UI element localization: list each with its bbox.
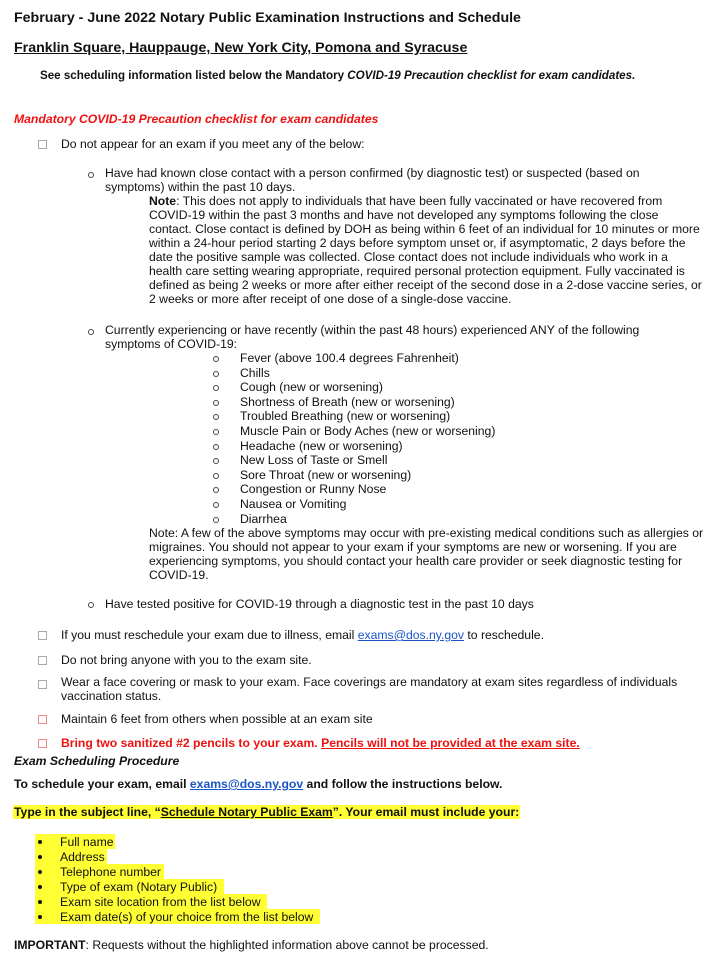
subject-prefix: Type in the subject line, “ (14, 805, 161, 819)
bullet-circle-icon (213, 458, 219, 464)
bullet-circle-icon (213, 371, 219, 377)
bullet-icon (38, 900, 42, 904)
subject-line-instructions (13, 805, 520, 819)
symptom-text: Congestion or Runny Nose (240, 482, 387, 497)
checklist-item-do-not-appear: Do not appear for an exam if you meet any of the below: (61, 137, 365, 151)
symptom-text: Nausea or Vomiting (240, 496, 347, 511)
bullet-icon (38, 870, 42, 874)
bullet-circle-icon (213, 356, 219, 362)
bullet-circle-icon (88, 329, 94, 335)
symptom-text: New Loss of Taste or Smell (240, 453, 388, 468)
bullet-circle-icon (213, 517, 219, 523)
bullet-icon (38, 885, 42, 889)
bullet-icon (38, 915, 42, 919)
important-note (14, 938, 489, 952)
symptom-text: Diarrhea (240, 511, 287, 526)
bullet-icon (38, 840, 42, 844)
note-text: : This does not apply to individuals that have been fully vaccinated or have recovered from COVID-19 within the past 3 months and have not developed any symptoms following the close contact. Close contact is defined by DOH as being within 6 feet of an individual for 10 minutes or more within a 24-hour period starting 2 days before symptom unset or, if asymptomatic, 2 days before the date the positive sample was collected. Close contact does not include individuals who work in a health care setting wearing appropriate, required personal protection equipment. Fully vaccinated is defined as being 2 weeks or more after either receipt of the second dose in a 2-dose vaccine series, or 2 weeks or more after receipt of one dose of a single-dose vaccine. (149, 194, 702, 306)
subject-value: Schedule Notary Public Exam (160, 805, 333, 819)
checkbox-icon (38, 715, 47, 724)
bullet-circle-icon (213, 444, 219, 450)
important-text: : Requests without the highlighted information above cannot be processed. (85, 938, 489, 952)
symptom-text: Cough (new or worsening) (240, 380, 383, 395)
symptom-text: Fever (above 100.4 degrees Fahrenheit) (240, 351, 459, 365)
subject-suffix: ”. Your email must include your: (332, 805, 520, 819)
requirement-text: Full name (60, 835, 114, 849)
checklist-item-face-covering: Wear a face covering or mask to your exam. Face coverings are mandatory at exam sites regardless of individuals vaccination status. (61, 675, 678, 703)
symptom-text: Shortness of Breath (new or worsening) (240, 394, 455, 409)
symptom-text: Sore Throat (new or worsening) (240, 467, 412, 482)
requirement-text: Type of exam (Notary Public) (60, 880, 218, 894)
reschedule-suffix: to reschedule. (464, 628, 544, 642)
requirement-text: Exam date(s) of your choice from the list below (60, 910, 314, 924)
requirement-text: Address (60, 850, 105, 864)
reschedule-prefix: If you must reschedule your exam due to illness, email (61, 628, 358, 642)
checkbox-icon (38, 140, 47, 149)
tested-positive-text: Have tested positive for COVID-19 through a diagnostic test in the past 10 days (105, 597, 534, 611)
important-label: IMPORTANT (14, 938, 86, 952)
symptom-text: Troubled Breathing (new or worsening) (240, 409, 451, 424)
subtitle-italic: COVID-19 Precaution checklist for exam candidates. (347, 69, 636, 82)
close-contact-text: Have had known close contact with a person confirmed (by diagnostic test) or suspected (based on symptoms) within the past 10 days. (105, 166, 640, 194)
requirement-text: Telephone number (60, 865, 161, 879)
checkbox-icon (38, 631, 47, 640)
bullet-circle-icon (213, 400, 219, 406)
pencils-text: Bring two sanitized #2 pencils to your exam. (61, 736, 322, 750)
symptoms-intro: Currently experiencing or have recently (within the past 48 hours) experienced ANY of the following symptoms of COVID-19: (105, 323, 640, 351)
symptoms-note: Note: A few of the above symptoms may occur with pre-existing medical conditions such as allergies or migraines. You should not appear to your exam if your symptoms are new or worsening. If you are experiencing symptoms, you should contact your health care provider or seek diagnostic testing for COVID-19. (149, 526, 704, 582)
symptom-text: Headache (new or worsening) (240, 438, 403, 453)
checklist-item-reschedule (61, 628, 544, 642)
checklist-item-no-guests: Do not bring anyone with you to the exam site. (61, 653, 312, 667)
symptom-text: Muscle Pain or Body Aches (new or worsening) (240, 423, 496, 438)
close-contact-note (149, 194, 704, 306)
checkbox-icon (38, 680, 47, 689)
note-label: Note (149, 194, 177, 208)
bullet-icon (38, 855, 42, 859)
bullet-circle-icon (213, 414, 219, 420)
symptom-text: Chills (240, 365, 270, 380)
checklist-heading: Mandatory COVID-19 Precaution checklist for exam candidates (14, 112, 379, 126)
document-title: February - June 2022 Notary Public Examination Instructions and Schedule (14, 10, 521, 26)
pencils-warning: Pencils will not be provided at the exam site. (321, 736, 580, 750)
schedule-email-link[interactable]: exams@dos.ny.gov (189, 777, 304, 791)
checklist-item-pencils (61, 736, 580, 750)
reschedule-email-link[interactable]: exams@dos.ny.gov (357, 628, 465, 642)
schedule-instructions (14, 777, 502, 791)
bullet-circle-icon (213, 385, 219, 391)
procedure-heading: Exam Scheduling Procedure (14, 754, 180, 768)
bullet-circle-icon (88, 172, 94, 178)
bullet-circle-icon (88, 602, 94, 608)
bullet-circle-icon (213, 502, 219, 508)
requirement-text: Exam site location from the list below (60, 895, 261, 909)
bullet-circle-icon (213, 429, 219, 435)
subtitle (40, 69, 635, 83)
checklist-item-distance: Maintain 6 feet from others when possible at an exam site (61, 712, 373, 726)
exam-locations: Franklin Square, Hauppauge, New York City, Pomona and Syracuse (14, 40, 468, 56)
checkbox-icon (38, 739, 47, 748)
checkbox-icon (38, 656, 47, 665)
bullet-circle-icon (213, 487, 219, 493)
schedule-prefix: To schedule your exam, email (14, 777, 190, 791)
bullet-circle-icon (213, 473, 219, 479)
subtitle-prefix: See scheduling information listed below the Mandatory (40, 69, 348, 82)
schedule-suffix: and follow the instructions below. (303, 777, 503, 791)
